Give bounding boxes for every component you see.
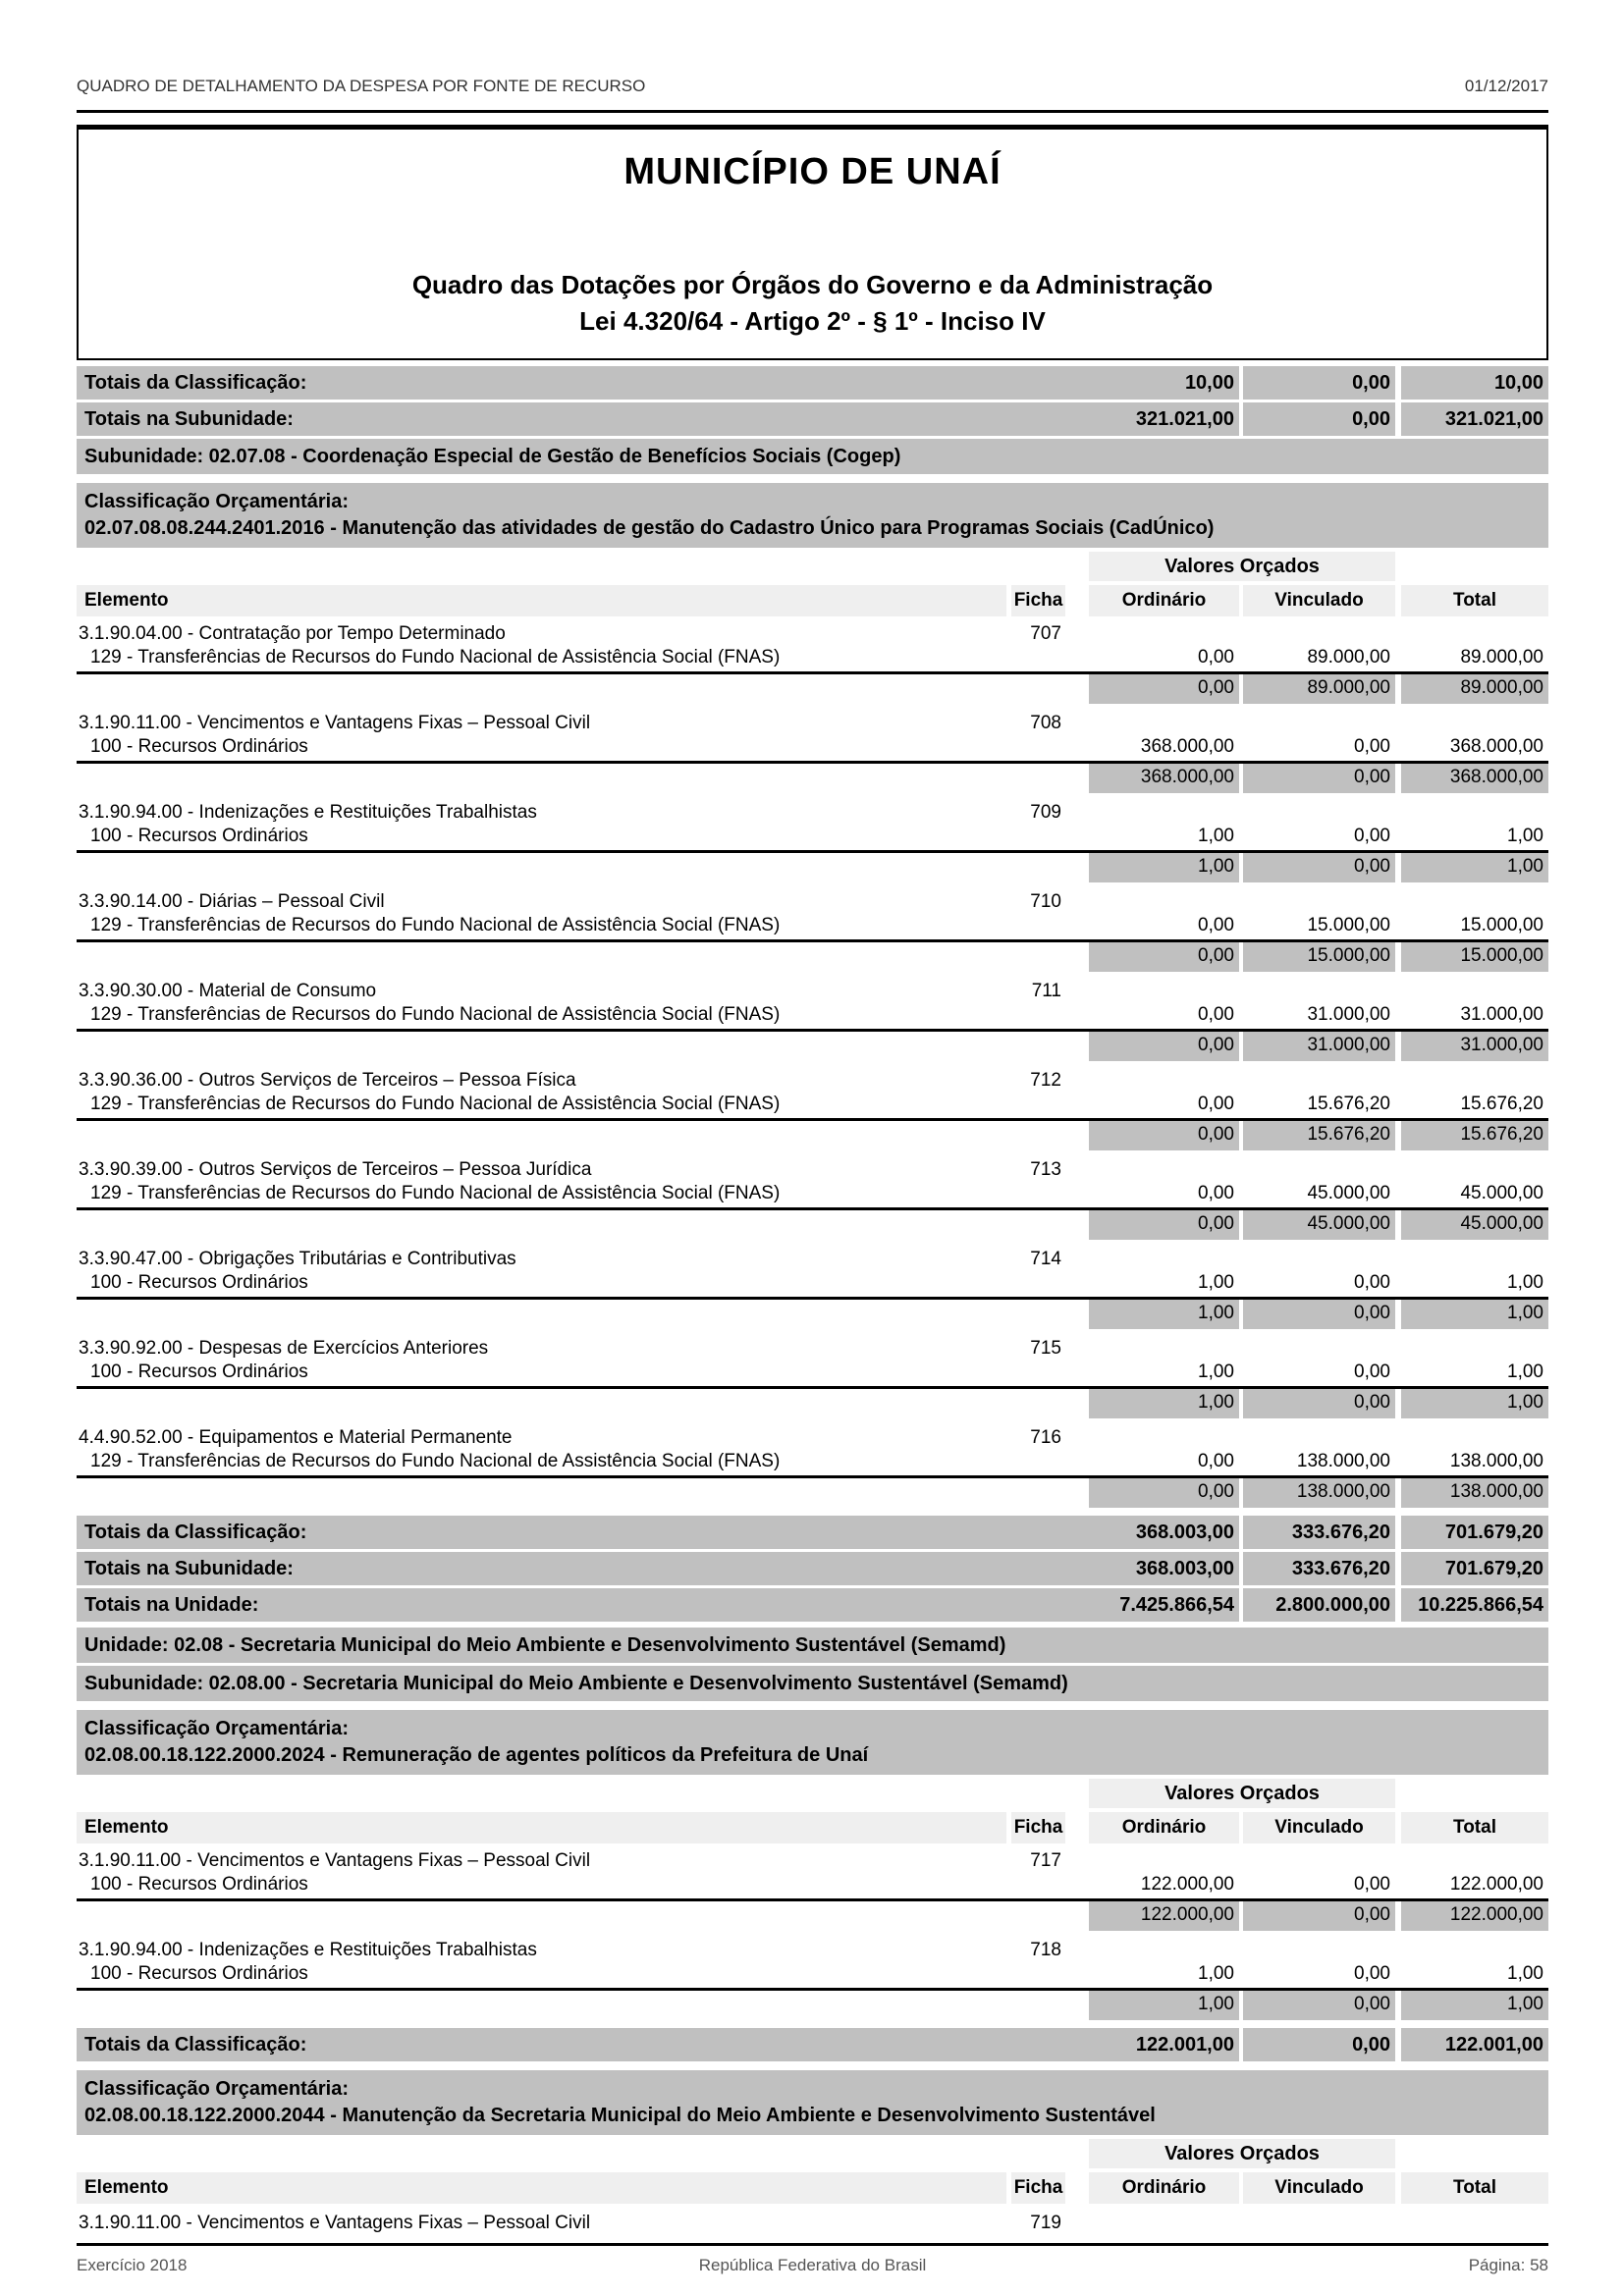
totals-label: Totais da Classificação: [77,2028,1089,2061]
valores-orcados-band [77,552,1548,581]
element-name: 3.1.90.94.00 - Indenizações e Restituições Trabalhistas [79,802,537,823]
classificacao-label: Classificação Orçamentária: [84,2078,350,2100]
element-row [77,712,1548,735]
totals-ordinario: 368.003,00 [1089,1552,1239,1585]
source-name: 100 - Recursos Ordinários [90,1874,308,1895]
subtotal-vinculado: 0,00 [1243,853,1395,882]
value-vinculado: 31.000,00 [1307,1004,1390,1025]
totals-label: Totais na Unidade: [77,1588,1089,1622]
totals-vinculado: 333.676,20 [1243,1552,1395,1585]
subtitle-line2: Lei 4.320/64 - Artigo 2º - § 1º - Inciso IV [579,306,1046,336]
subtotal-total: 15.676,20 [1401,1121,1548,1150]
element-block [77,1158,1548,1240]
value-ordinario: 0,00 [1198,647,1234,667]
element-row [77,1426,1548,1450]
value-ordinario: 0,00 [1198,1094,1234,1114]
element-name: 3.1.90.94.00 - Indenizações e Restituições Trabalhistas [79,1940,537,1960]
totals-ordinario: 122.001,00 [1089,2028,1239,2061]
value-total: 31.000,00 [1460,1004,1543,1025]
subtitle-line1: Quadro das Dotações por Órgãos do Governo e da Administração [411,270,1214,299]
value-total: 1,00 [1507,1963,1543,1984]
totals-row [77,402,1548,436]
ficha-number: 718 [1030,1940,1061,1960]
subtotal-ordinario: 1,00 [1089,853,1239,882]
value-total: 15.676,20 [1460,1094,1543,1114]
page-header [77,0,1548,98]
element-block [77,622,1548,704]
col-elemento: Elemento [77,2172,1006,2204]
element-block [77,1939,1548,2020]
title-box [77,125,1548,360]
unidade-bar: Unidade: 02.08 - Secretaria Municipal do Meio Ambiente e Desenvolvimento Sustentável (Semamd) [77,1628,1548,1663]
source-row [77,735,1548,759]
source-row [77,1873,1548,1896]
element-block [77,1248,1548,1329]
subtotal-total: 122.000,00 [1401,1901,1548,1931]
source-row [77,1361,1548,1384]
source-row [77,1003,1548,1027]
element-block [77,1337,1548,1418]
element-row [77,1069,1548,1093]
value-total: 45.000,00 [1460,1183,1543,1203]
classificacao-block-3 [77,2070,1548,2135]
subtotal-row [77,1478,1548,1508]
classificacao-block-1 [77,483,1548,548]
col-ficha: Ficha [1011,2172,1065,2204]
value-ordinario: 1,00 [1198,1362,1234,1382]
subtotal-total: 45.000,00 [1401,1210,1548,1240]
value-ordinario: 1,00 [1198,1272,1234,1293]
subtotal-ordinario: 0,00 [1089,1210,1239,1240]
totals-ordinario: 7.425.866,54 [1089,1588,1239,1622]
value-vinculado: 0,00 [1354,1272,1390,1293]
subtotal-vinculado: 0,00 [1243,1300,1395,1329]
valores-orcados-band [77,2139,1548,2168]
totals-label: Totais da Classificação: [77,366,1089,400]
classificacao-code: 02.08.00.18.122.2000.2044 - Manutenção da Secretaria Municipal do Meio Ambiente e Desenvolvimento Sustentável [84,2105,1156,2126]
value-vinculado: 89.000,00 [1307,647,1390,667]
subtotal-vinculado: 0,00 [1243,1389,1395,1418]
element-block [77,1849,1548,1931]
page [77,0,1548,2275]
value-vinculado: 0,00 [1354,736,1390,757]
value-total: 15.000,00 [1460,915,1543,935]
source-row [77,1182,1548,1205]
element-name: 3.3.90.47.00 - Obrigações Tributárias e Contributivas [79,1249,516,1269]
element-row [77,1158,1548,1182]
source-name: 100 - Recursos Ordinários [90,1362,308,1382]
element-block [77,980,1548,1061]
source-name: 129 - Transferências de Recursos do Fundo Nacional de Assistência Social (FNAS) [90,1451,781,1471]
ficha-number: 710 [1030,891,1061,912]
page-footer [77,2256,1548,2275]
subtotal-ordinario: 1,00 [1089,1300,1239,1329]
source-row [77,1271,1548,1295]
report-title: QUADRO DE DETALHAMENTO DA DESPESA POR FONTE DE RECURSO [77,77,646,95]
subtotal-total: 368.000,00 [1401,764,1548,793]
value-total: 368.000,00 [1449,736,1543,757]
subtotal-total: 31.000,00 [1401,1032,1548,1061]
totals-row [77,1516,1548,1549]
subtotal-total: 138.000,00 [1401,1478,1548,1508]
classificacao-label: Classificação Orçamentária: [84,1718,350,1739]
col-ordinario: Ordinário [1089,2172,1239,2204]
value-vinculado: 138.000,00 [1296,1451,1390,1471]
subtotal-vinculado: 138.000,00 [1243,1478,1395,1508]
subunidade-bar-2: Subunidade: 02.08.00 - Secretaria Municipal do Meio Ambiente e Desenvolvimento Sustentável (Semamd) [77,1666,1548,1701]
element-name: 3.1.90.11.00 - Vencimentos e Vantagens Fixas – Pessoal Civil [79,2213,591,2233]
col-vinculado: Vinculado [1243,1812,1395,1843]
element-blocks-2 [77,1849,1548,2020]
totals-vinculado: 333.676,20 [1243,1516,1395,1549]
element-name: 3.3.90.36.00 - Outros Serviços de Terceiros – Pessoa Física [79,1070,576,1091]
totals-row [77,366,1548,400]
col-ordinario: Ordinário [1089,1812,1239,1843]
element-row [77,1337,1548,1361]
subtotal-total: 15.000,00 [1401,942,1548,972]
subtotal-row [77,1901,1548,1931]
col-elemento: Elemento [77,1812,1006,1843]
subtotal-ordinario: 122.000,00 [1089,1901,1239,1931]
ficha-number: 711 [1031,981,1061,1001]
subtotal-vinculado: 89.000,00 [1243,674,1395,704]
source-row [77,1450,1548,1473]
source-name: 129 - Transferências de Recursos do Fundo Nacional de Assistência Social (FNAS) [90,647,781,667]
element-row [77,1248,1548,1271]
totals-label: Totais na Subunidade: [77,402,1089,436]
element-row-partial [77,2212,1548,2235]
source-name: 100 - Recursos Ordinários [90,736,308,757]
ficha-number: 709 [1030,802,1061,823]
totals-vinculado: 2.800.000,00 [1243,1588,1395,1622]
value-total: 138.000,00 [1449,1451,1543,1471]
subtotal-ordinario: 0,00 [1089,1478,1239,1508]
valores-orcados-label: Valores Orçados [1089,552,1395,581]
subtotal-vinculado: 0,00 [1243,764,1395,793]
totals-vinculado: 0,00 [1243,2028,1395,2061]
table-header-row [77,1812,1548,1843]
col-ficha: Ficha [1011,1812,1065,1843]
element-block [77,801,1548,882]
value-total: 1,00 [1507,1362,1543,1382]
subtotal-vinculado: 45.000,00 [1243,1210,1395,1240]
ficha-number: 719 [1030,2213,1061,2233]
source-row [77,646,1548,669]
totals-vinculado: 0,00 [1243,402,1395,436]
report-date: 01/12/2017 [1464,77,1548,95]
element-block [77,1426,1548,1508]
element-name: 3.3.90.14.00 - Diárias – Pessoal Civil [79,891,385,912]
header-rule [77,110,1548,113]
subtotal-row [77,1032,1548,1061]
valores-orcados-band [77,1779,1548,1808]
ficha-number: 714 [1030,1249,1061,1269]
totals-total: 10,00 [1401,366,1548,400]
value-ordinario: 1,00 [1198,1963,1234,1984]
source-row [77,1093,1548,1116]
subtotal-total: 1,00 [1401,853,1548,882]
section-totals-1 [77,1516,1548,1622]
municipality-title: MUNICÍPIO DE UNAÍ [623,151,1001,192]
classificacao-block-2 [77,1710,1548,1775]
element-name: 3.3.90.39.00 - Outros Serviços de Terceiros – Pessoa Jurídica [79,1159,592,1180]
subtotal-ordinario: 0,00 [1089,1032,1239,1061]
subtotal-ordinario: 1,00 [1089,1991,1239,2020]
ficha-number: 716 [1030,1427,1061,1448]
totals-ordinario: 321.021,00 [1089,402,1239,436]
footer-rule [77,2243,1548,2246]
col-total: Total [1401,1812,1548,1843]
value-total: 122.000,00 [1449,1874,1543,1895]
element-block [77,712,1548,793]
subtotal-vinculado: 15.676,20 [1243,1121,1395,1150]
subtotal-row [77,942,1548,972]
classificacao-code: 02.07.08.08.244.2401.2016 - Manutenção das atividades de gestão do Cadastro Único para Programas Sociais (CadÚnico) [84,517,1215,539]
value-total: 1,00 [1507,826,1543,846]
subtotal-row [77,1121,1548,1150]
subtotal-total: 89.000,00 [1401,674,1548,704]
col-total: Total [1401,2172,1548,2204]
value-total: 89.000,00 [1460,647,1543,667]
subtotal-vinculado: 31.000,00 [1243,1032,1395,1061]
totals-total: 701.679,20 [1401,1552,1548,1585]
subtotal-row [77,853,1548,882]
source-name: 100 - Recursos Ordinários [90,826,308,846]
footer-exercicio: Exercício 2018 [77,2256,188,2274]
element-row [77,801,1548,825]
subtotal-total: 1,00 [1401,1389,1548,1418]
totals-total: 321.021,00 [1401,402,1548,436]
subtotal-total: 1,00 [1401,1991,1548,2020]
source-row [77,825,1548,848]
value-vinculado: 45.000,00 [1307,1183,1390,1203]
col-vinculado: Vinculado [1243,585,1395,616]
element-name: 3.1.90.11.00 - Vencimentos e Vantagens Fixas – Pessoal Civil [79,1850,591,1871]
ficha-number: 715 [1030,1338,1061,1359]
source-name: 100 - Recursos Ordinários [90,1272,308,1293]
element-name: 3.1.90.11.00 - Vencimentos e Vantagens Fixas – Pessoal Civil [79,713,591,733]
valores-orcados-label: Valores Orçados [1089,2139,1395,2168]
subtotal-ordinario: 1,00 [1089,1389,1239,1418]
source-row [77,914,1548,937]
subunidade-bar-1: Subunidade: 02.07.08 - Coordenação Especial de Gestão de Benefícios Sociais (Cogep) [77,439,1548,474]
ficha-number: 708 [1030,713,1061,733]
element-name: 3.1.90.04.00 - Contratação por Tempo Determinado [79,623,506,644]
source-row [77,1962,1548,1986]
totals-total: 701.679,20 [1401,1516,1548,1549]
subtotal-row [77,764,1548,793]
ficha-number: 712 [1030,1070,1061,1091]
element-name: 3.3.90.30.00 - Material de Consumo [79,981,377,1001]
ficha-number: 717 [1030,1850,1061,1871]
totals-ordinario: 10,00 [1089,366,1239,400]
value-vinculado: 15.000,00 [1307,915,1390,935]
element-row [77,890,1548,914]
subtotal-row [77,1389,1548,1418]
element-block [77,1069,1548,1150]
subtotal-row [77,674,1548,704]
classificacao-code: 02.08.00.18.122.2000.2024 - Remuneração de agentes políticos da Prefeitura de Unaí [84,1744,869,1766]
value-vinculado: 0,00 [1354,826,1390,846]
element-name: 3.3.90.92.00 - Despesas de Exercícios Anteriores [79,1338,489,1359]
source-name: 129 - Transferências de Recursos do Fundo Nacional de Assistência Social (FNAS) [90,1094,781,1114]
carryover-totals [77,366,1548,436]
value-vinculado: 0,00 [1354,1874,1390,1895]
element-block [77,890,1548,972]
valores-orcados-label: Valores Orçados [1089,1779,1395,1808]
classificacao-label: Classificação Orçamentária: [84,491,350,512]
source-name: 129 - Transferências de Recursos do Fundo Nacional de Assistência Social (FNAS) [90,915,781,935]
element-row [77,1849,1548,1873]
col-ficha: Ficha [1011,585,1065,616]
source-name: 100 - Recursos Ordinários [90,1963,308,1984]
value-ordinario: 122.000,00 [1140,1874,1234,1895]
subtotal-ordinario: 0,00 [1089,1121,1239,1150]
element-blocks-1 [77,622,1548,1508]
footer-republica: República Federativa do Brasil [698,2256,927,2274]
value-vinculado: 0,00 [1354,1963,1390,1984]
value-ordinario: 0,00 [1198,1451,1234,1471]
totals-row [77,1588,1548,1622]
value-total: 1,00 [1507,1272,1543,1293]
section-totals-2 [77,2028,1548,2061]
element-row [77,1939,1548,1962]
value-ordinario: 0,00 [1198,1183,1234,1203]
subtotal-row [77,1210,1548,1240]
col-total: Total [1401,585,1548,616]
totals-total: 122.001,00 [1401,2028,1548,2061]
table-header-row [77,585,1548,616]
element-name: 4.4.90.52.00 - Equipamentos e Material Permanente [79,1427,513,1448]
value-ordinario: 1,00 [1198,826,1234,846]
footer-pagina: Página: 58 [1468,2256,1548,2274]
totals-row [77,1552,1548,1585]
value-ordinario: 0,00 [1198,1004,1234,1025]
value-vinculado: 0,00 [1354,1362,1390,1382]
ficha-number: 707 [1030,623,1061,644]
totals-row [77,2028,1548,2061]
totals-ordinario: 368.003,00 [1089,1516,1239,1549]
subtotal-ordinario: 0,00 [1089,942,1239,972]
value-ordinario: 368.000,00 [1140,736,1234,757]
source-name: 129 - Transferências de Recursos do Fundo Nacional de Assistência Social (FNAS) [90,1183,781,1203]
col-ordinario: Ordinário [1089,585,1239,616]
element-row [77,622,1548,646]
subtotal-vinculado: 0,00 [1243,1901,1395,1931]
subtotal-vinculado: 15.000,00 [1243,942,1395,972]
col-elemento: Elemento [77,585,1006,616]
totals-label: Totais da Classificação: [77,1516,1089,1549]
value-ordinario: 0,00 [1198,915,1234,935]
element-row [77,980,1548,1003]
totals-total: 10.225.866,54 [1401,1588,1548,1622]
totals-vinculado: 0,00 [1243,366,1395,400]
subtotal-row [77,1300,1548,1329]
col-vinculado: Vinculado [1243,2172,1395,2204]
ficha-number: 713 [1030,1159,1061,1180]
subtotal-vinculado: 0,00 [1243,1991,1395,2020]
totals-label: Totais na Subunidade: [77,1552,1089,1585]
value-vinculado: 15.676,20 [1307,1094,1390,1114]
table-header-row [77,2172,1548,2204]
source-name: 129 - Transferências de Recursos do Fundo Nacional de Assistência Social (FNAS) [90,1004,781,1025]
subtotal-ordinario: 0,00 [1089,674,1239,704]
subtotal-ordinario: 368.000,00 [1089,764,1239,793]
subtotal-row [77,1991,1548,2020]
subtotal-total: 1,00 [1401,1300,1548,1329]
